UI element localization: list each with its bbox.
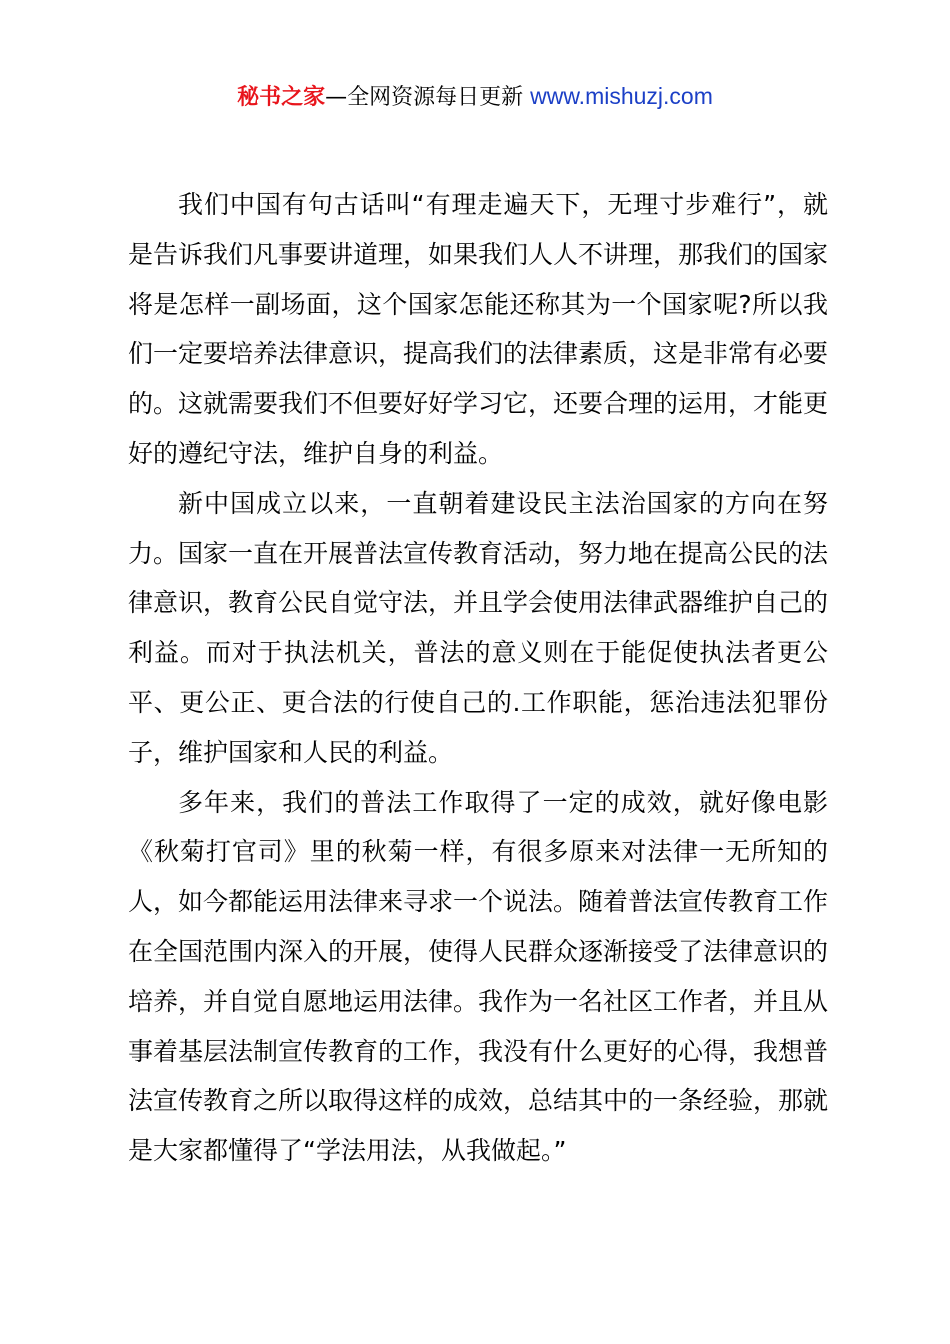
document-body xyxy=(128,180,828,1176)
page-header xyxy=(0,80,950,114)
site-url-link[interactable]: www.mishuzj.com xyxy=(530,83,713,109)
header-tagline: —全网资源每日更新 xyxy=(325,85,524,110)
brand-name: 秘书之家 xyxy=(237,85,326,110)
paragraph-3: 多年来，我们的普法工作取得了一定的成效，就好像电影《秋菊打官司》里的秋菊一样，有很多原来对法律一无所知的人，如今都能运用法律来寻求一个说法。随着普法宣传教育工作在全国范围内深入的开展，使得人民群众逐渐接受了法律意识的培养，并自觉自愿地运用法律。我作为一名社区工作者，并且从事着基层法制宣传教育的工作，我没有什么更好的心得，我想普法宣传教育之所以取得这样的成效，总结其中的一条经验，那就是大家都懂得了“学法用法，从我做起。” xyxy=(128,787,829,1166)
paragraph-1: 我们中国有句古话叫“有理走遍天下，无理寸步难行”，就是告诉我们凡事要讲道理，如果我们人人不讲理，那我们的国家将是怎样一副场面，这个国家怎能还称其为一个国家呢?所以我们一定要培养法律意识，提高我们的法律素质，这是非常有必要的。这就需要我们不但要好好学习它，还要合理的运用，才能更好的遵纪守法，维护自身的利益。 xyxy=(128,190,829,468)
paragraph-2: 新中国成立以来，一直朝着建设民主法治国家的方向在努力。国家一直在开展普法宣传教育活动，努力地在提高公民的法律意识，教育公民自觉守法，并且学会使用法律武器维护自己的利益。而对于执法机关，普法的意义则在于能促使执法者更公平、更公正、更合法的行使自己的.工作职能，惩治违法犯罪份子，维护国家和人民的利益。 xyxy=(128,488,829,767)
